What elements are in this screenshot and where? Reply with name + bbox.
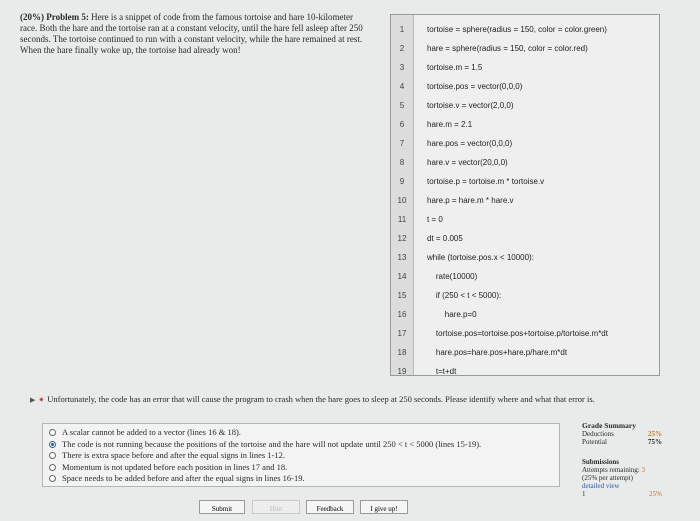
line-number: 5	[399, 101, 405, 110]
radio-button[interactable]	[49, 464, 56, 471]
answer-choices	[42, 423, 560, 487]
line-code: if (250 < t < 5000):	[427, 291, 502, 300]
line-number: 17	[397, 329, 407, 338]
code-line	[391, 324, 659, 343]
line-code: t=t+dt	[427, 367, 457, 376]
answer-option[interactable]	[49, 450, 285, 461]
line-number: 11	[397, 215, 407, 224]
line-number: 13	[397, 253, 407, 262]
line-number: 1	[399, 25, 405, 34]
code-line	[391, 58, 659, 77]
code-line	[391, 39, 659, 58]
code-line	[391, 343, 659, 362]
answer-option-text: A scalar cannot be added to a vector (lines 16 & 18).	[62, 427, 241, 437]
code-line	[391, 115, 659, 134]
line-number: 4	[399, 82, 405, 91]
line-number: 8	[399, 158, 405, 167]
line-code: tortoise.v = vector(2,0,0)	[427, 101, 514, 110]
code-line	[391, 248, 659, 267]
potential-label: Potential	[582, 438, 607, 446]
code-line	[391, 210, 659, 229]
line-number: 19	[397, 367, 407, 376]
answer-option-text: Space needs to be added before and after the equal signs in lines 16-19.	[62, 473, 305, 483]
line-number: 9	[399, 177, 405, 186]
feedback-button[interactable]: Feedback	[306, 500, 354, 514]
line-number: 15	[397, 291, 407, 300]
code-line	[391, 153, 659, 172]
line-code: hare.p = hare.m * hare.v	[427, 196, 514, 205]
line-code: tortoise = sphere(radius = 150, color = color.green)	[427, 25, 607, 34]
line-code: tortoise.pos = vector(0,0,0)	[427, 82, 523, 91]
question-prompt	[30, 394, 666, 406]
code-line	[391, 134, 659, 153]
submit-button[interactable]: Submit	[199, 500, 245, 514]
code-line	[391, 267, 659, 286]
code-line	[391, 362, 659, 381]
line-code: t = 0	[427, 215, 443, 224]
problem-statement	[20, 12, 372, 56]
answer-option[interactable]	[49, 473, 305, 484]
attempts-value: 3	[641, 466, 645, 474]
line-code: hare.p=0	[427, 310, 477, 319]
hint-button[interactable]: Hint	[252, 500, 300, 514]
line-code: tortoise.pos=tortoise.pos+tortoise.p/tortoise.m*dt	[427, 329, 608, 338]
line-number: 10	[397, 196, 407, 205]
line-code: hare.v = vector(20,0,0)	[427, 158, 508, 167]
line-number: 14	[397, 272, 407, 281]
answer-option[interactable]	[49, 462, 287, 473]
line-number: 6	[399, 120, 405, 129]
line-code: dt = 0.005	[427, 234, 463, 243]
deductions-value: 25%	[648, 430, 662, 438]
per-attempt-note: (25% per attempt)	[582, 474, 633, 482]
line-code: hare.pos = vector(0,0,0)	[427, 139, 513, 148]
grade-summary	[582, 422, 662, 446]
line-code: while (tortoise.pos.x < 10000):	[427, 253, 534, 262]
code-line	[391, 20, 659, 39]
grade-summary-title: Grade Summary	[582, 421, 636, 430]
line-code: hare.m = 2.1	[427, 120, 473, 129]
attempts-label: Attempts remaining:	[582, 466, 640, 474]
problem-body: Here is a snippet of code from the famous tortoise and hare 10-kilometer race. Both the hare and the tortoise ran at a constant velocity, until the hare fell asleep after 250 seconds. The tortoise continued to run with a constant velocity, while the hare remained at rest. When the hare finally woke up, the tortoise had already won!	[20, 12, 363, 55]
problem-label: (20%) Problem 5:	[20, 12, 89, 22]
submissions-panel	[582, 458, 662, 498]
give-up-button[interactable]: I give up!	[360, 500, 408, 514]
expand-triangle-icon: ▶	[30, 396, 36, 404]
answer-option-text: Momentum is not updated before each position in lines 17 and 18.	[62, 461, 288, 472]
code-line	[391, 96, 659, 115]
detailed-view-link[interactable]: detailed view	[582, 482, 620, 490]
deductions-label: Deductions	[582, 430, 614, 438]
line-code: tortoise.m = 1.5	[427, 63, 483, 72]
code-line	[391, 305, 659, 324]
line-number: 3	[399, 63, 405, 72]
line-code: hare.pos=hare.pos+hare.p/hare.m*dt	[427, 348, 568, 357]
submission-number: 1	[582, 490, 586, 498]
answer-option-text: The code is not running because the positions of the tortoise and the hare will not update until 250 < t < 5000 (lines 15-19).	[62, 438, 482, 449]
line-code: rate(10000)	[427, 272, 478, 281]
code-line	[391, 191, 659, 210]
question-text: Unfortunately, the code has an error that will cause the program to crash when the hare goes to sleep at 250 seconds. Please identify where and what that error is.	[47, 394, 595, 404]
radio-button[interactable]	[49, 475, 56, 482]
radio-button[interactable]	[49, 441, 56, 448]
line-number: 7	[399, 139, 405, 148]
line-number: 2	[399, 44, 405, 53]
submission-deduction: 25%	[649, 490, 662, 498]
answer-option-text: There is extra space before and after the equal signs in lines 1-12.	[62, 450, 286, 460]
potential-value: 75%	[648, 438, 662, 446]
line-number: 16	[397, 310, 407, 319]
code-line	[391, 286, 659, 305]
code-line	[391, 172, 659, 191]
radio-button[interactable]	[49, 429, 56, 436]
code-snippet-panel	[390, 14, 660, 376]
line-code: hare = sphere(radius = 150, color = color.red)	[427, 44, 588, 53]
answer-option[interactable]	[49, 439, 481, 450]
answer-option[interactable]	[49, 427, 241, 438]
line-number: 12	[397, 234, 407, 243]
line-code: tortoise.p = tortoise.m * tortoise.v	[427, 177, 545, 186]
submissions-title: Submissions	[582, 458, 619, 466]
radio-button[interactable]	[49, 452, 56, 459]
code-line	[391, 229, 659, 248]
code-line	[391, 77, 659, 96]
warning-flag-icon: ✷	[38, 396, 45, 404]
line-number: 18	[397, 348, 407, 357]
